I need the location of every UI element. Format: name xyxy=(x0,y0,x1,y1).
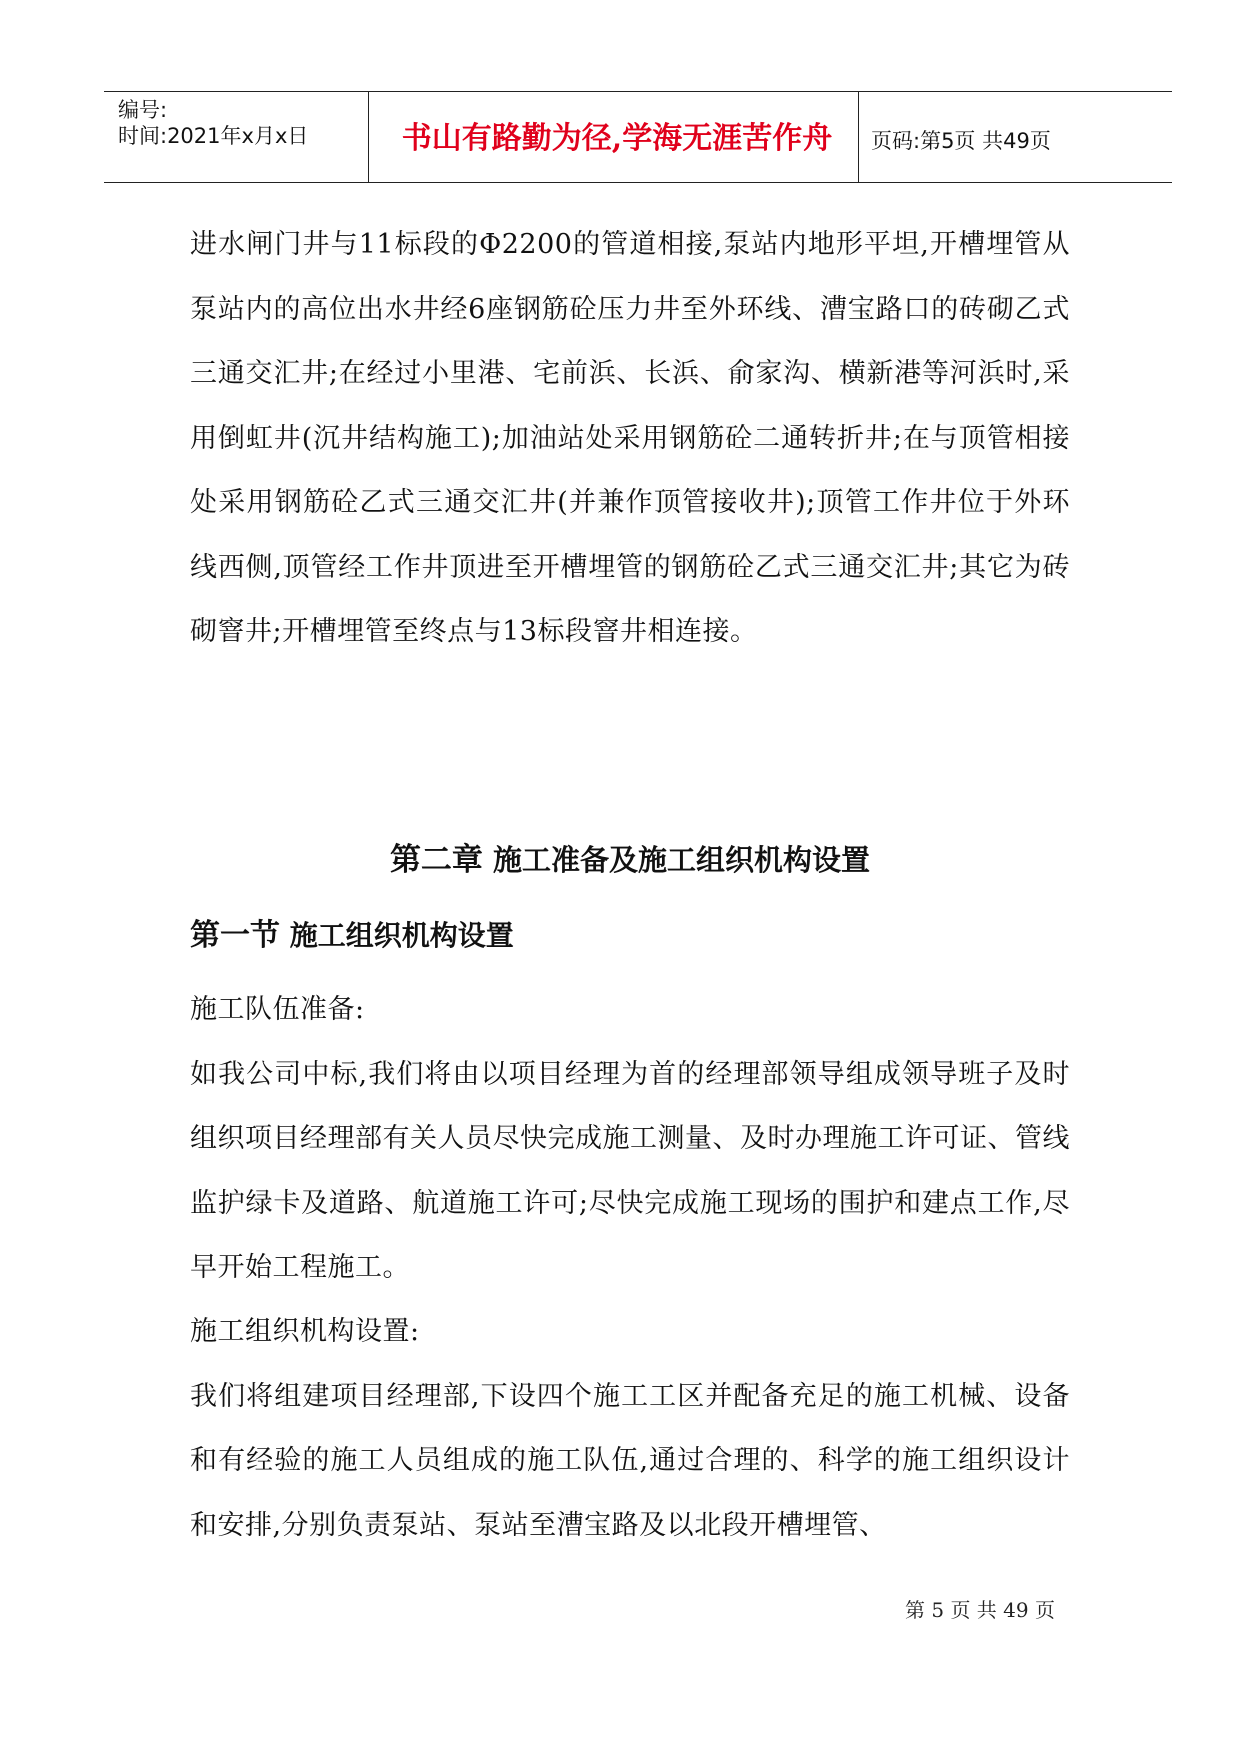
header-bottom-rule xyxy=(104,182,1172,183)
header-top-rule xyxy=(104,91,1172,92)
team-prep-block xyxy=(190,978,1070,1301)
section-title: 施工组织机构设置 xyxy=(289,919,514,952)
page-footer: 第 5 页 共 49 页 xyxy=(905,1598,1055,1622)
chapter-title: 施工准备及施工组织机构设置 xyxy=(493,843,871,877)
chapter-prefix: 第二章 xyxy=(389,842,483,878)
team-prep-label: 施工队伍准备: xyxy=(190,994,365,1025)
header-divider-left xyxy=(368,91,369,183)
team-prep-paragraph: 如我公司中标,我们将由以项目经理为首的经理部领导组成领导班子及时组织项目经理部有关人员尽快完成施工测量、及时办理施工许可证、管线监护绿卡及道路、航道施工许可;尽快完成施工现场的围护和建点工作,尽早开始工程施工。 xyxy=(190,1058,1070,1283)
chapter-heading xyxy=(190,834,1070,879)
org-block xyxy=(190,1300,1070,1558)
header-page-code: 页码:第5页 共49页 xyxy=(871,129,1051,153)
section-prefix: 第一节 xyxy=(190,918,280,953)
header-number-label: 编号: xyxy=(118,98,168,122)
org-label: 施工组织机构设置: xyxy=(190,1316,420,1347)
section-heading xyxy=(190,910,514,954)
intro-paragraph: 进水闸门井与11标段的Φ2200的管道相接,泵站内地形平坦,开槽埋管从泵站内的高位出水井经6座钢筋砼压力井至外环线、漕宝路口的砖砌乙式三通交汇井;在经过小里港、宅前浜、长浜、俞家沟、横新港等河浜时,采用倒虹井(沉井结构施工);加油站处采用钢筋砼二通转折井;在与顶管相接处采用钢筋砼乙式三通交汇井(并兼作顶管接收井);顶管工作井位于外环线西侧,顶管经工作井顶进至开槽埋管的钢筋砼乙式三通交汇井;其它为砖砌窨井;开槽埋管至终点与13标段窨井相连接。 xyxy=(190,229,1070,647)
org-paragraph: 我们将组建项目经理部,下设四个施工工区并配备充足的施工机械、设备和有经验的施工人员组成的施工队伍,通过合理的、科学的施工组织设计和安排,分别负责泵站、泵站至漕宝路及以北段开槽埋管、 xyxy=(190,1380,1070,1541)
header-motto: 书山有路勤为径,学海无涯苦作舟 xyxy=(401,121,833,156)
intro-block xyxy=(190,213,1070,665)
header-time-label: 时间:2021年x月x日 xyxy=(118,124,309,148)
